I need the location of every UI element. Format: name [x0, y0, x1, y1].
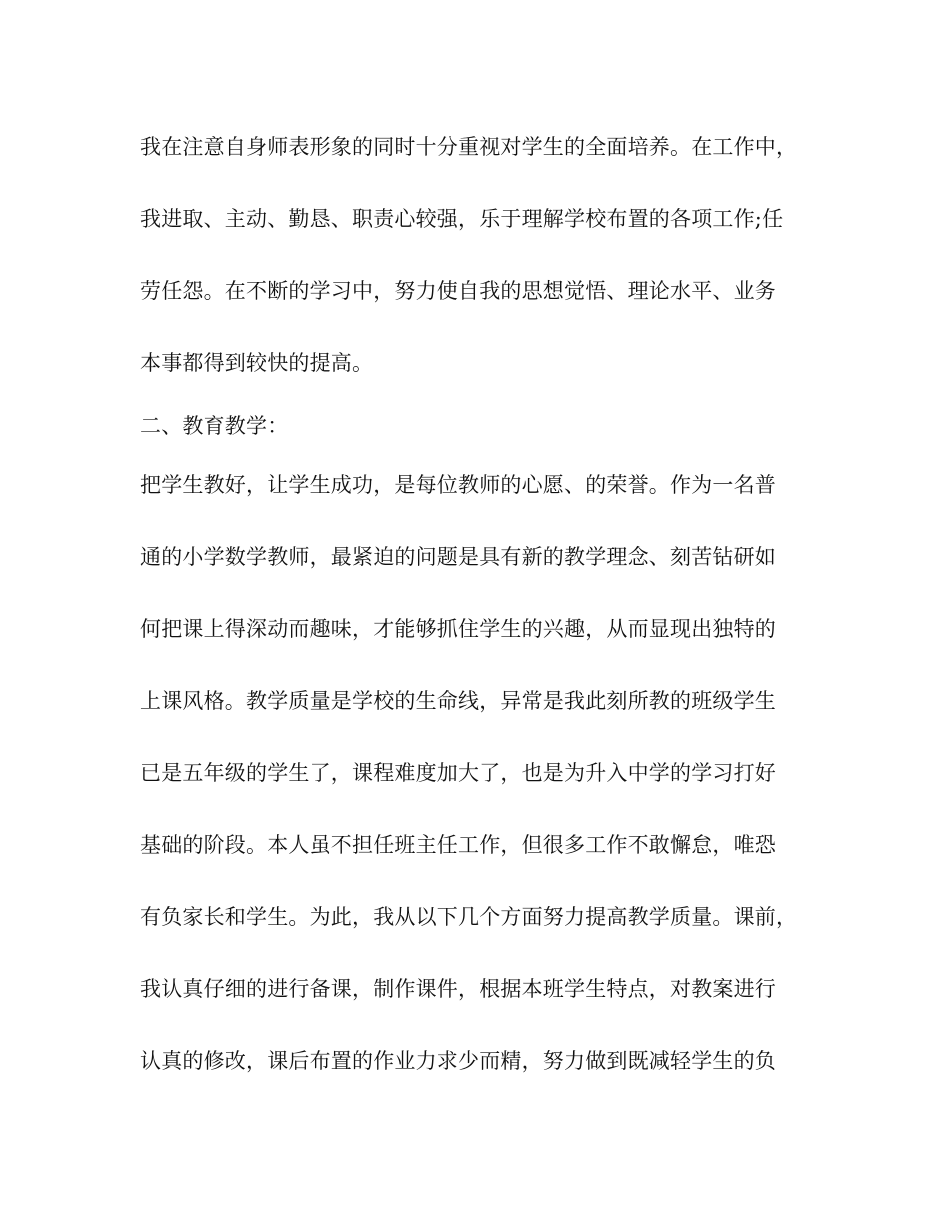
- text-line: 已是五年级的学生了，课程难度加大了，也是为升入中学的学习打好: [140, 761, 776, 785]
- section-heading: 二、教育教学：: [140, 414, 289, 438]
- text-line: 认真的修改，课后布置的作业力求少而精，努力做到既减轻学生的负: [140, 1049, 776, 1073]
- text-line: 把学生教好，让学生成功，是每位教师的心愿、的荣誉。作为一名普: [140, 473, 776, 497]
- text-line: 我在注意自身师表形象的同时十分重视对学生的全面培养。在工作中，: [140, 135, 798, 159]
- text-line: 我进取、主动、勤恳、职责心较强，乐于理解学校布置的各项工作;任: [140, 207, 784, 231]
- text-line: 上课风格。教学质量是学校的生命线，异常是我此刻所教的班级学生: [140, 689, 776, 713]
- text-line: 通的小学数学教师，最紧迫的问题是具有新的教学理念、刻苦钻研如: [140, 545, 776, 569]
- text-line: 基础的阶段。本人虽不担任班主任工作，但很多工作不敢懈怠，唯恐: [140, 833, 776, 857]
- text-line: 本事都得到较快的提高。: [140, 351, 374, 375]
- text-line: 劳任怨。在不断的学习中，努力使自我的思想觉悟、理论水平、业务: [140, 279, 776, 303]
- text-line: 有负家长和学生。为此，我从以下几个方面努力提高教学质量。课前，: [140, 905, 798, 929]
- text-line: 我认真仔细的进行备课，制作课件，根据本班学生特点，对教案进行: [140, 977, 776, 1001]
- text-line: 何把课上得深动而趣味，才能够抓住学生的兴趣，从而显现出独特的: [140, 617, 776, 641]
